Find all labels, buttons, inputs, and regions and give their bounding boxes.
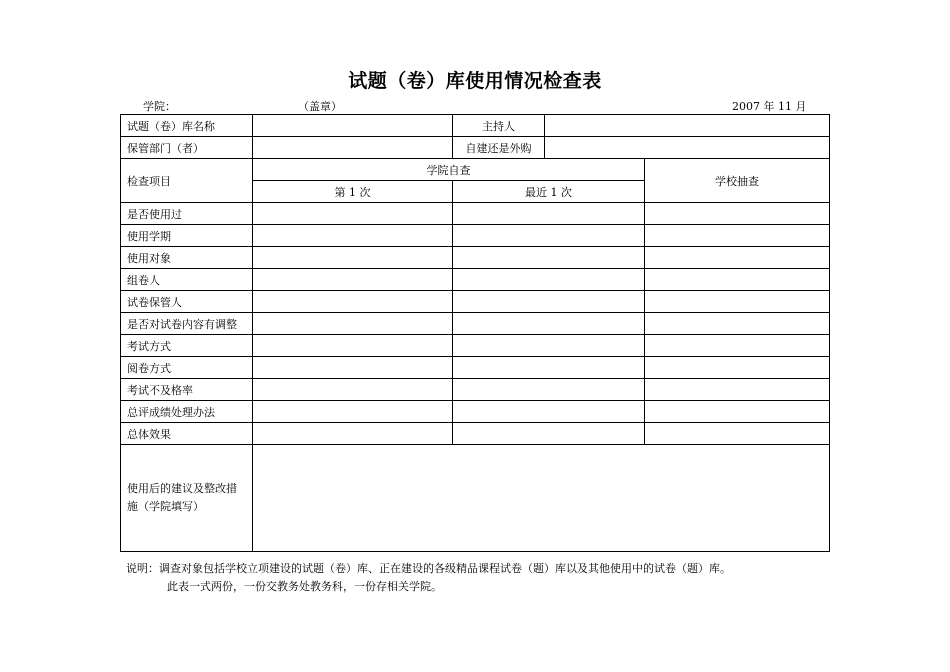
recent-check-cell[interactable] (453, 203, 645, 225)
custodian-row (121, 137, 830, 159)
seal-label: （盖章） (298, 100, 342, 113)
first-check-cell[interactable] (253, 357, 453, 379)
note-line-1: 说明：调查对象包括学校立项建设的试题（卷）库、正在建设的各级精品课程试卷（题）库以及其他使用中的试卷（题）库。 (126, 562, 731, 575)
school-check-cell[interactable] (645, 423, 830, 445)
school-check-cell[interactable] (645, 335, 830, 357)
check-item-label: 使用学期 (121, 225, 253, 247)
first-check-cell[interactable] (253, 203, 453, 225)
school-check-cell[interactable] (645, 379, 830, 401)
school-check-cell[interactable] (645, 313, 830, 335)
first-check-cell[interactable] (253, 225, 453, 247)
check-item-label: 总评成绩处理办法 (121, 401, 253, 423)
school-check-cell[interactable] (645, 247, 830, 269)
check-item-label: 总体效果 (121, 423, 253, 445)
check-item-row (121, 247, 830, 269)
check-item-row (121, 379, 830, 401)
check-item-label: 是否对试卷内容有调整 (121, 313, 253, 335)
first-check-header: 第 1 次 (253, 181, 453, 203)
school-check-cell[interactable] (645, 269, 830, 291)
first-check-cell[interactable] (253, 247, 453, 269)
recent-check-cell[interactable] (453, 269, 645, 291)
school-check-cell[interactable] (645, 357, 830, 379)
check-item-row (121, 423, 830, 445)
custodian-label: 保管部门（者） (121, 137, 253, 159)
school-check-cell[interactable] (645, 291, 830, 313)
date-label: 2007 年 11 月 (732, 100, 807, 113)
check-item-label: 使用对象 (121, 247, 253, 269)
first-check-cell[interactable] (253, 401, 453, 423)
bank-name-field[interactable] (253, 115, 453, 137)
recent-check-cell[interactable] (453, 357, 645, 379)
school-check-cell[interactable] (645, 203, 830, 225)
suggestion-row (121, 445, 830, 552)
bank-name-row (121, 115, 830, 137)
check-item-label: 是否使用过 (121, 203, 253, 225)
recent-check-cell[interactable] (453, 379, 645, 401)
notes (126, 560, 731, 596)
source-field[interactable] (545, 137, 830, 159)
check-item-label: 阅卷方式 (121, 357, 253, 379)
recent-check-cell[interactable] (453, 335, 645, 357)
check-item-row (121, 203, 830, 225)
check-item-row (121, 291, 830, 313)
recent-check-cell[interactable] (453, 401, 645, 423)
check-item-label: 组卷人 (121, 269, 253, 291)
recent-check-cell[interactable] (453, 225, 645, 247)
recent-check-cell[interactable] (453, 313, 645, 335)
college-label: 学院： (143, 100, 176, 113)
note-line-2: 此表一式两份，一份交教务处教务科，一份存相关学院。 (167, 580, 442, 593)
recent-check-cell[interactable] (453, 247, 645, 269)
check-item-row (121, 357, 830, 379)
school-check-cell[interactable] (645, 225, 830, 247)
first-check-cell[interactable] (253, 335, 453, 357)
first-check-cell[interactable] (253, 291, 453, 313)
header-row-1 (121, 159, 830, 181)
check-item-row (121, 225, 830, 247)
school-check-cell[interactable] (645, 401, 830, 423)
page-title: 试题（卷）库使用情况检查表 (348, 70, 602, 92)
check-item-row (121, 401, 830, 423)
recent-check-cell[interactable] (453, 291, 645, 313)
school-check-header: 学校抽查 (645, 159, 830, 203)
check-item-label: 考试不及格率 (121, 379, 253, 401)
source-label: 自建还是外购 (453, 137, 545, 159)
first-check-cell[interactable] (253, 423, 453, 445)
self-check-header: 学院自查 (253, 159, 645, 181)
first-check-cell[interactable] (253, 379, 453, 401)
first-check-cell[interactable] (253, 269, 453, 291)
check-item-label: 考试方式 (121, 335, 253, 357)
check-item-row (121, 269, 830, 291)
check-item-row (121, 313, 830, 335)
check-item-label: 试卷保管人 (121, 291, 253, 313)
suggestion-field[interactable] (253, 445, 830, 552)
first-check-cell[interactable] (253, 313, 453, 335)
inspection-form-table (120, 114, 830, 552)
suggestion-label: 使用后的建议及整改措施（学院填写） (121, 445, 253, 552)
host-field[interactable] (545, 115, 830, 137)
check-item-header: 检查项目 (121, 159, 253, 203)
host-label: 主持人 (453, 115, 545, 137)
recent-check-cell[interactable] (453, 423, 645, 445)
bank-name-label: 试题（卷）库名称 (121, 115, 253, 137)
recent-check-header: 最近 1 次 (453, 181, 645, 203)
custodian-field[interactable] (253, 137, 453, 159)
check-item-row (121, 335, 830, 357)
